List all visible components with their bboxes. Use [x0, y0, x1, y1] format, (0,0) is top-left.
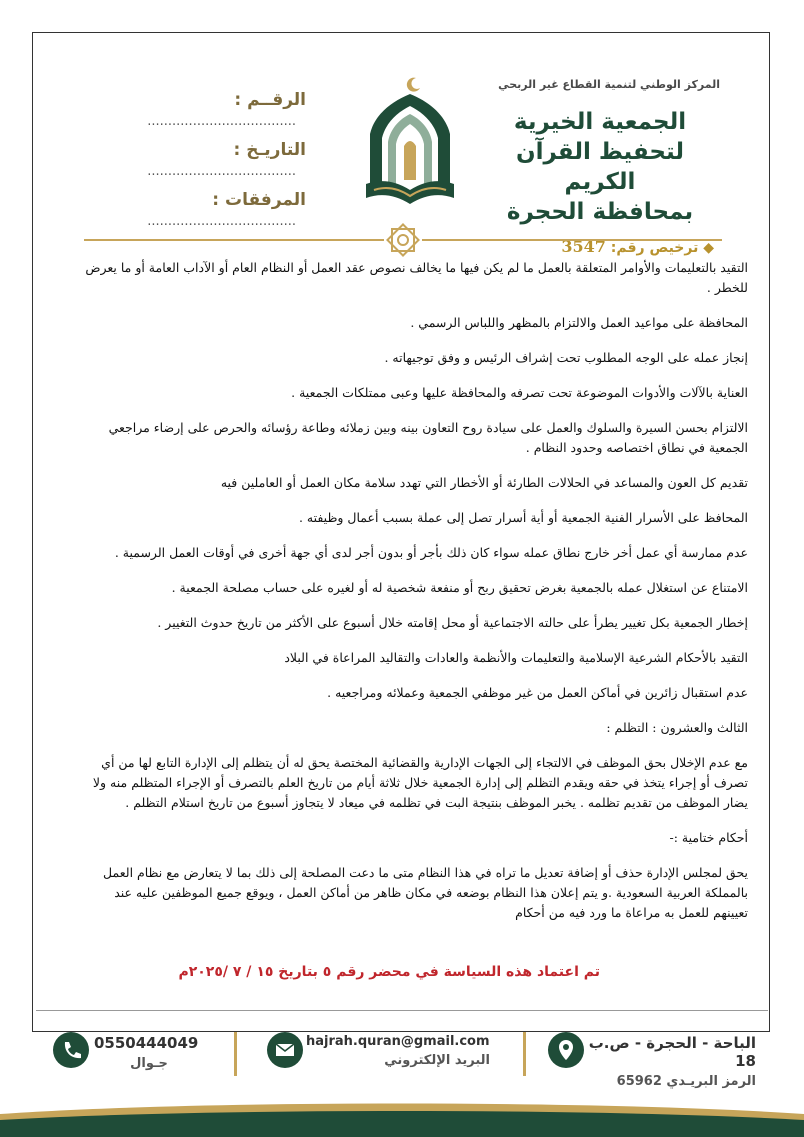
footer-separator: [234, 1032, 237, 1076]
body-paragraph: إنجاز عمله على الوجه المطلوب تحت إشراف الرئيس و وفق توجيهاته .: [384, 350, 748, 365]
body-paragraph: أحكام ختامية :-: [669, 830, 748, 845]
phone-number[interactable]: 0550444049: [94, 1034, 199, 1052]
ref-number-label: الرقــم :: [234, 90, 306, 110]
phone-block: [94, 1034, 204, 1071]
body-paragraph: العناية بالآلات والأدوات الموضوعة تحت تصرفه والمحافظة عليها وعبى ممتلكات الجمعية .: [291, 385, 748, 400]
email-block: [306, 1034, 490, 1068]
org-name-line1: الجمعية الخيرية: [513, 109, 687, 135]
ref-attachments-value: ....................................: [147, 214, 296, 229]
approval-note: تم اعتماد هذه السياسة في محضر رقم ٥ بتاريخ ١٥ / ٧ /٢٠٢٥م: [178, 964, 600, 980]
email-label: البريد الإلكتروني: [384, 1053, 490, 1068]
body-paragraph: إخطار الجمعية بكل تغيير يطرأ على حالته الاجتماعية أو محل إقامته خلال أسبوع على الأكثر من تاريخ حدوث التغيير .: [157, 615, 748, 630]
mosque-book-logo-icon: [360, 72, 460, 222]
address-text: الباحة - الحجرة - ص.ب 18: [588, 1034, 756, 1070]
email-address[interactable]: hajrah.quran@gmail.com: [306, 1034, 490, 1049]
body-paragraph: عدم ممارسة أي عمل أخر خارج نطاق عمله سواء كان ذلك بأجر أو بدون أجر لدى أي جهة أخرى في أوقات العمل الرسمية .: [114, 545, 748, 560]
ref-attachments-label: المرفقات :: [212, 190, 306, 210]
body-paragraph: الثالث والعشرون : التظلم :: [606, 720, 748, 735]
footer-band: [0, 1100, 804, 1137]
ref-number-row: [90, 90, 306, 129]
body-paragraph: يحق لمجلس الإدارة حذف أو إضافة تعديل ما تراه في هذا النظام متى ما دعت المصلحة إلى ذلك بما لا يتعارض مع نظام العمل بالمملكة العربية السعودية .و يتم إعلان هذا النظام بوضعه في مكان ظاهر من أماكن العمل ، ويوقع جميع الموظفين عليه عند تعيينهم للعمل به مراعاة ما ورد فيه من أحكام: [103, 865, 748, 920]
phone-label: جـوال: [130, 1056, 168, 1071]
ref-date-row: [90, 140, 306, 179]
footer-separator: [523, 1032, 526, 1076]
body-paragraph: مع عدم الإخلال بحق الموظف في الالتجاء إلى الجهات الإدارية والقضائية المختصة يحق له أن يتظلم إلى الإدارة التابع لها من أي تصرف أو إجراء يتخذ في حقه ويقدم التظلم إلى إدارة الجمعية خلال ثلاثة أيام من تاريخ العلم بالتصرف أو الإجراء المتظلم منه ولا يضار الموظف من تقديم تظلمه . يخبر الموظف بنتيجة البت في تظلمه في ميعاد لا يتجاوز أسبوع من تاريخ استلام التظلم .: [92, 755, 748, 810]
location-pin-icon: [548, 1032, 584, 1068]
ref-date-value: ....................................: [147, 164, 296, 179]
body-paragraph: عدم استقبال زائرين في أماكن العمل من غير موظفي الجمعية وعملائه ومراجعيه .: [327, 685, 748, 700]
mail-icon: [267, 1032, 303, 1068]
org-name-line2: لتحفيظ القرآن الكريم: [515, 139, 685, 195]
footer-divider: [36, 1010, 768, 1011]
ornament-divider: [84, 222, 722, 258]
body-paragraph: التقيد بالأحكام الشرعية الإسلامية والتعليمات والأنظمة والعادات والتقاليد المراعاة في البلاد: [284, 650, 748, 665]
center-name: المركز الوطني لتنمية القطاع غير الربحي: [498, 78, 720, 91]
body-paragraph: الالتزام بحسن السيرة والسلوك والعمل على سيادة روح التعاون بينه وبين زملائه وطاعة رؤسائه والحرص على إرضاء مراجعي الجمعية في نطاق اختصاصه وحدود النظام .: [108, 420, 748, 455]
body-paragraph: المحافظ على الأسرار الفنية الجمعية أو أية أسرار تصل إلى عملة بسبب أعمال وظيفته .: [298, 510, 748, 525]
license-label: ◆ ترخيص رقم:: [610, 240, 714, 256]
license-number: 3547: [561, 237, 606, 256]
body-paragraph: التقيد بالتعليمات والأوامر المتعلقة بالعمل ما لم يكن فيها ما يخالف نصوص عقد العمل أو النظام العام أو الآداب العامة أو ما يعرض للخطر .: [85, 260, 748, 295]
phone-icon: [53, 1032, 89, 1068]
org-name-line3: بمحافظة الحجرة: [506, 199, 694, 225]
ref-number-value: ....................................: [147, 114, 296, 129]
body-paragraph: الامتناع عن استغلال عمله بالجمعية بغرض تحقيق ربح أو منفعة شخصية له أو لغيره على حساب مصلحة الجمعية .: [171, 580, 748, 595]
document-body: [80, 258, 748, 938]
postal-code: الرمز البريـدي 65962: [616, 1074, 756, 1089]
address-block: [584, 1034, 756, 1089]
body-paragraph: تقديم كل العون والمساعد في الحلالات الطارئة أو الأخطار التي تهدد سلامة مكان العمل أو العاملين فيه: [220, 475, 748, 490]
body-paragraph: المحافظة على مواعيد العمل والالتزام بالمظهر واللباس الرسمي .: [410, 315, 748, 330]
ref-date-label: التاريـخ :: [233, 140, 306, 160]
